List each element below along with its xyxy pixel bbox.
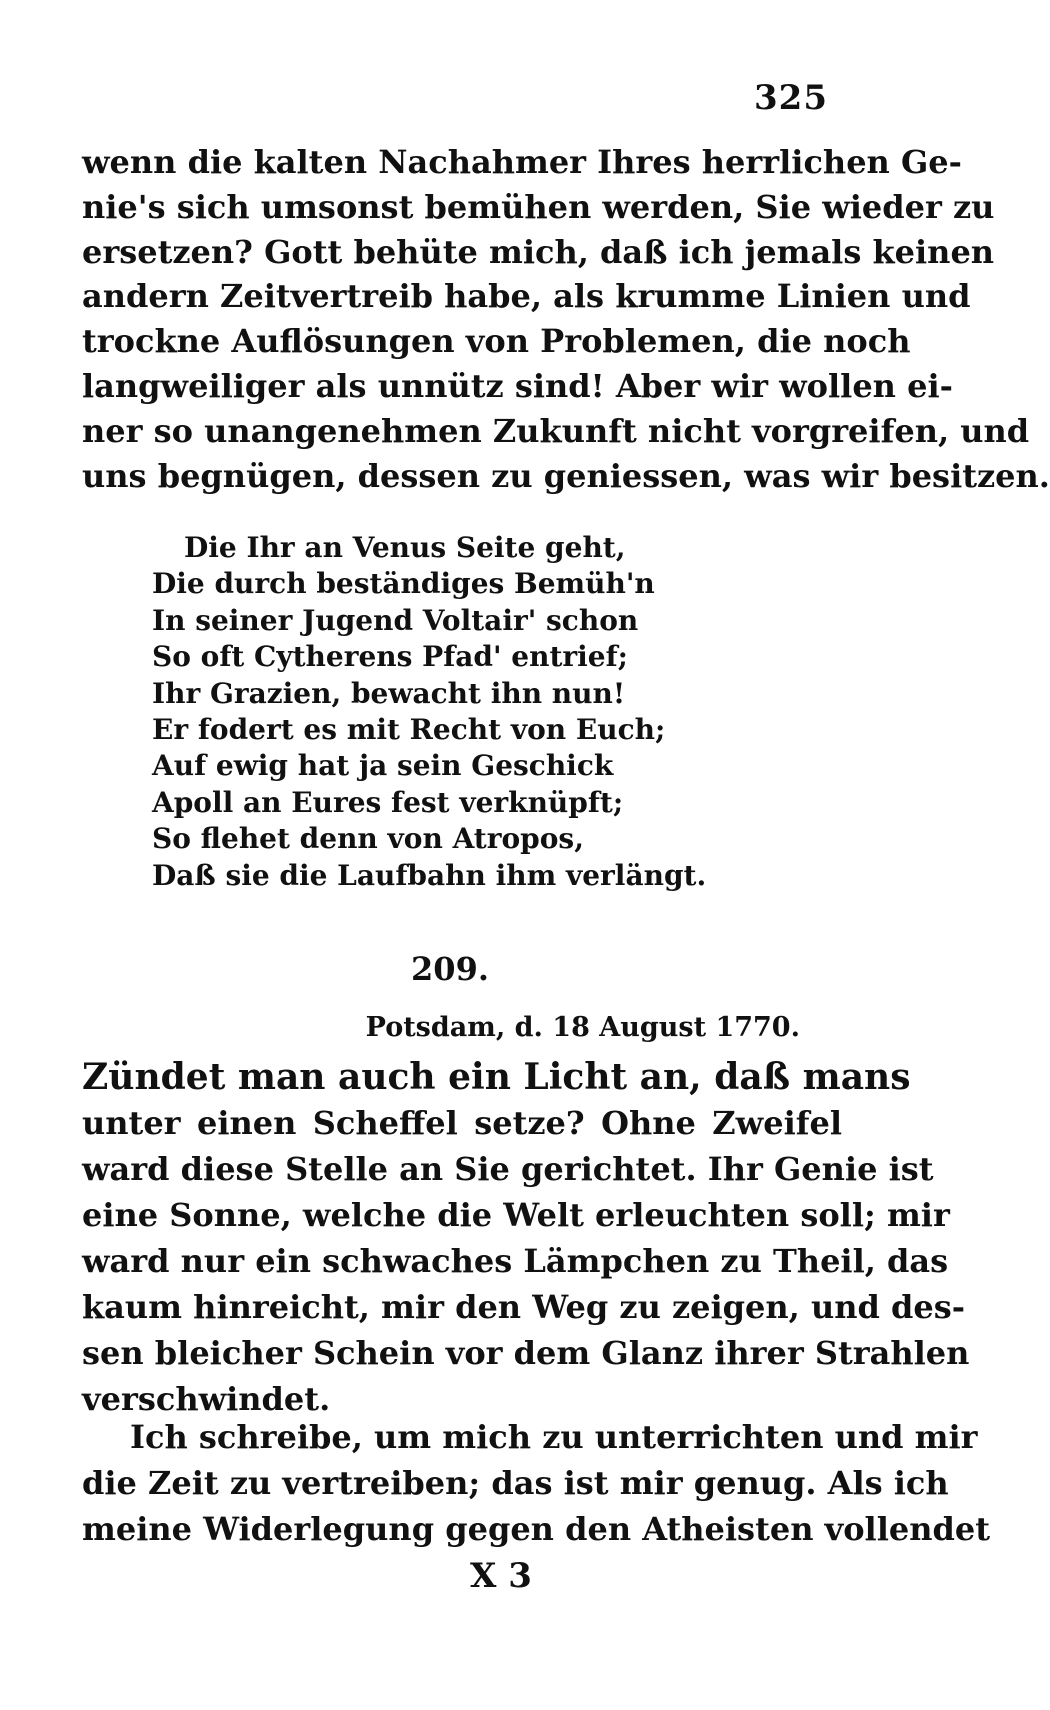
text-line: verschwindet. bbox=[82, 1380, 331, 1418]
top-paragraph bbox=[82, 140, 1050, 498]
poem-line: Ihr Grazien, bewacht ihn nun! bbox=[152, 676, 626, 710]
poem-line: Apoll an Eures fest verknüpft; bbox=[152, 785, 624, 819]
text-line: Ich schreibe, um mich zu unterrichten und mir bbox=[130, 1418, 978, 1456]
letter-dateline: Potsdam, d. 18 August 1770. bbox=[365, 1012, 800, 1043]
page-number: 325 bbox=[754, 78, 828, 118]
text-line: meine Widerlegung gegen den Atheisten vollendet bbox=[82, 1510, 990, 1548]
poem-line: Er fodert es mit Recht von Euch; bbox=[152, 713, 666, 747]
poem-line: In seiner Jugend Voltair' schon bbox=[152, 603, 639, 637]
poem-line: Daß sie die Laufbahn ihm verlängt. bbox=[152, 858, 707, 892]
text-line: Zündet man auch ein Licht an, daß mans bbox=[82, 1056, 911, 1098]
poem-line: So oft Cytherens Pfad' entrief; bbox=[152, 640, 628, 674]
text-line: langweiliger als unnütz sind! Aber wir wollen ei- bbox=[82, 366, 953, 405]
letter-paragraph-2 bbox=[82, 1414, 990, 1552]
text-line: ner so unangenehmen Zukunft nicht vorgreifen, und bbox=[82, 411, 1030, 450]
text-line: eine Sonne, welche die Welt erleuchten soll; mir bbox=[82, 1196, 950, 1234]
poem-line: Die durch beständiges Bemüh'n bbox=[152, 567, 655, 601]
text-line: unter einen Scheffel setze? Ohne Zweifel bbox=[82, 1104, 842, 1142]
poem-line: Die Ihr an Venus Seite geht, bbox=[184, 531, 626, 564]
letter-number: 209. bbox=[411, 950, 489, 988]
poem-line: So flehet denn von Atropos, bbox=[152, 822, 584, 856]
text-line: die Zeit zu vertreiben; das ist mir genug. Als ich bbox=[82, 1464, 949, 1502]
text-line: trockne Auflösungen von Problemen, die noch bbox=[82, 322, 911, 361]
letter-paragraph-1 bbox=[82, 1054, 970, 1422]
text-line: nie's sich umsonst bemühen werden, Sie wieder zu bbox=[82, 187, 995, 226]
text-line: andern Zeitvertreib habe, als krumme Linien und bbox=[82, 277, 971, 316]
text-line: ersetzen? Gott behüte mich, daß ich jemals keinen bbox=[82, 232, 995, 271]
text-line: sen bleicher Schein vor dem Glanz ihrer Strahlen bbox=[82, 1334, 970, 1372]
text-line: wenn die kalten Nachahmer Ihres herrlichen Ge- bbox=[82, 143, 962, 181]
text-line: uns begnügen, dessen zu geniessen, was wir besitzen. bbox=[82, 456, 1050, 495]
text-line: ward nur ein schwaches Lämpchen zu Theil, das bbox=[82, 1242, 949, 1280]
signature-mark: X 3 bbox=[470, 1556, 532, 1596]
poem-line: Auf ewig hat ja sein Geschick bbox=[152, 749, 614, 783]
text-line: ward diese Stelle an Sie gerichtet. Ihr Genie ist bbox=[82, 1150, 934, 1188]
text-line: kaum hinreicht, mir den Weg zu zeigen, und des- bbox=[82, 1288, 966, 1326]
poem-stanza bbox=[152, 530, 706, 894]
